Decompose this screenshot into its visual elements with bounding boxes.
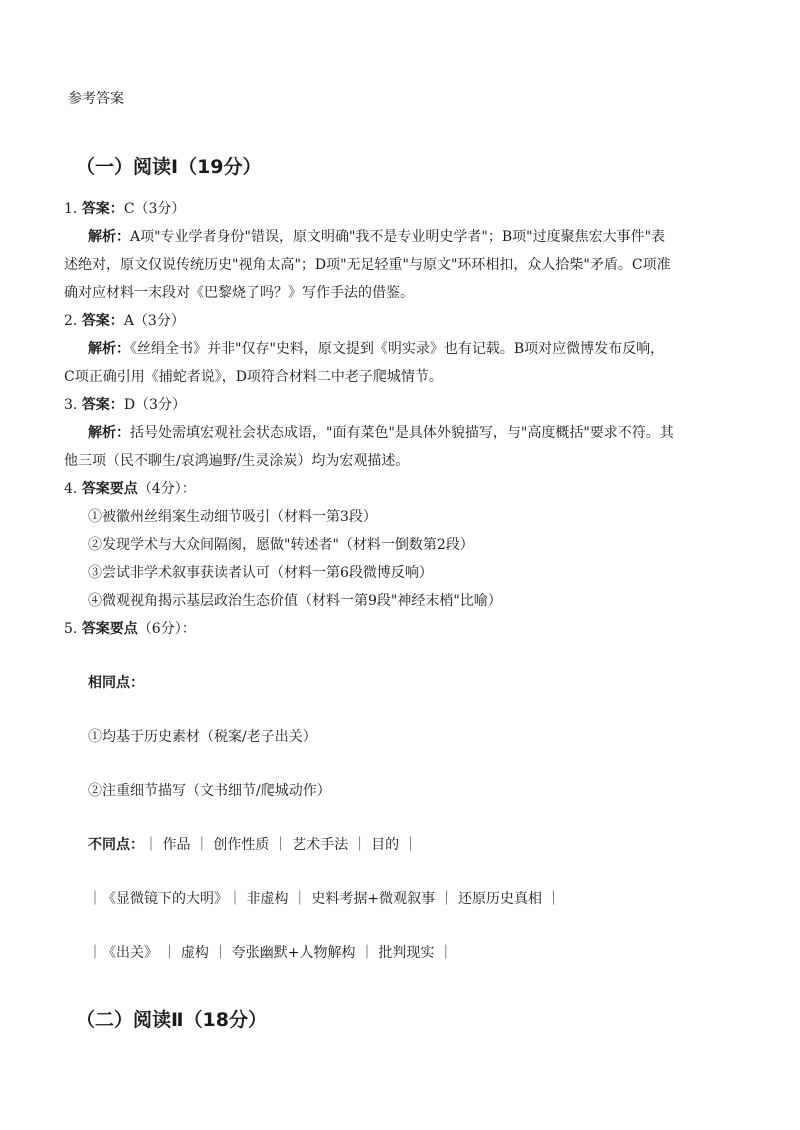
q2-answer-value: A（3分）: [123, 313, 185, 329]
q5-diff-header: ｜ 作品 ｜ 创作性质 ｜ 艺术手法 ｜ 目的 ｜: [144, 837, 418, 853]
q5-diff-row-2: ｜《出关》 ｜ 虚构 ｜ 夸张幽默+人物解构 ｜ 批判现实 ｜: [88, 945, 453, 961]
q2-analysis-line-2: C项正确引用《捕蛇者说》，D项符合材料二中老子爬城情节。: [64, 369, 443, 385]
q3-answer-label: 答案：: [81, 397, 124, 413]
q3-analysis-line-1: [88, 422, 674, 442]
q3-answer-line: [64, 394, 186, 414]
q4-point-3: ③尝试非学术叙事获读者认可（材料一第6段微博反响）: [88, 565, 433, 581]
q3-answer-value: D（3分）: [123, 397, 186, 413]
section-heading-reading-2: （二）阅读Ⅱ（18分）: [76, 1009, 267, 1031]
q5-same-point-1: ①均基于历史素材（税案/老子出关）: [88, 729, 317, 745]
q3-analysis-label: 解析：: [88, 425, 130, 441]
q1-analysis-line-3: 确对应材料一末段对《巴黎烧了吗？》写作手法的借鉴。: [64, 285, 414, 301]
q4-answer-label: 答案要点: [81, 481, 138, 497]
q5-answer-label: 答案要点: [81, 621, 138, 637]
q5-same-point-2: ②注重细节描写（文书细节/爬城动作）: [88, 783, 331, 799]
q4-point-1: ①被徽州丝绢案生动细节吸引（材料一第3段）: [88, 509, 377, 525]
q4-point-2: ②发现学术与大众间隔阂，愿做"转述者"（材料一倒数第2段）: [88, 537, 474, 553]
page-title: 参考答案: [68, 91, 124, 107]
q2-analysis-text-1: 《丝绢全书》并非"仅存"史料，原文提到《明实录》也有记载。B项对应微博发布反响，: [130, 341, 665, 357]
q3-analysis-line-2: 他三项（民不聊生/哀鸿遍野/生灵涂炭）均为宏观描述。: [64, 453, 410, 469]
q1-analysis-line-1: [88, 226, 665, 246]
q5-answer-line: [64, 618, 196, 638]
q1-answer-label: 答案：: [81, 201, 124, 217]
q3-analysis-text-1: 括号处需填宏观社会状态成语，"面有菜色"是具体外貌描写，与"高度概括"要求不符。其: [130, 425, 674, 441]
q5-score: （6分）：: [137, 621, 196, 637]
q1-analysis-line-2: 述绝对，原文仅说传统历史"视角太高"；D项"无足轻重"与原文"环环相扣，众人拾柴"矛盾。C项准: [64, 257, 671, 273]
q1-answer-value: C（3分）: [123, 201, 186, 217]
q2-number: 2.: [64, 313, 82, 329]
q2-analysis-line-1: [88, 338, 664, 358]
q3-number: 3.: [64, 397, 82, 413]
q2-analysis-label: 解析：: [88, 341, 130, 357]
q5-diff-row-1: ｜《显微镜下的大明》｜ 非虚构 ｜ 史料考据+微观叙事 ｜ 还原历史真相 ｜: [88, 891, 561, 907]
q4-score: （4分）：: [137, 481, 196, 497]
q1-analysis-label: 解析：: [88, 229, 130, 245]
q4-number: 4.: [64, 481, 82, 497]
q1-number: 1.: [64, 201, 82, 217]
q2-answer-label: 答案：: [81, 313, 124, 329]
q1-answer-line: [64, 198, 185, 218]
q5-number: 5.: [64, 621, 82, 637]
q1-analysis-text-1: A项"专业学者身份"错误，原文明确"我不是专业明史学者"；B项"过度聚焦宏大事件"表: [130, 229, 666, 245]
q2-answer-line: [64, 310, 185, 330]
q5-diff-label: 不同点：: [88, 837, 144, 853]
q4-point-4: ④微观视角揭示基层政治生态价值（材料一第9段"神经末梢"比喻）: [88, 593, 502, 609]
q5-same-label: 相同点：: [88, 675, 144, 691]
section-heading-reading-1: （一）阅读Ⅰ（19分）: [76, 156, 262, 178]
q5-diff-header-line: [88, 834, 418, 854]
q4-answer-line: [64, 478, 196, 498]
